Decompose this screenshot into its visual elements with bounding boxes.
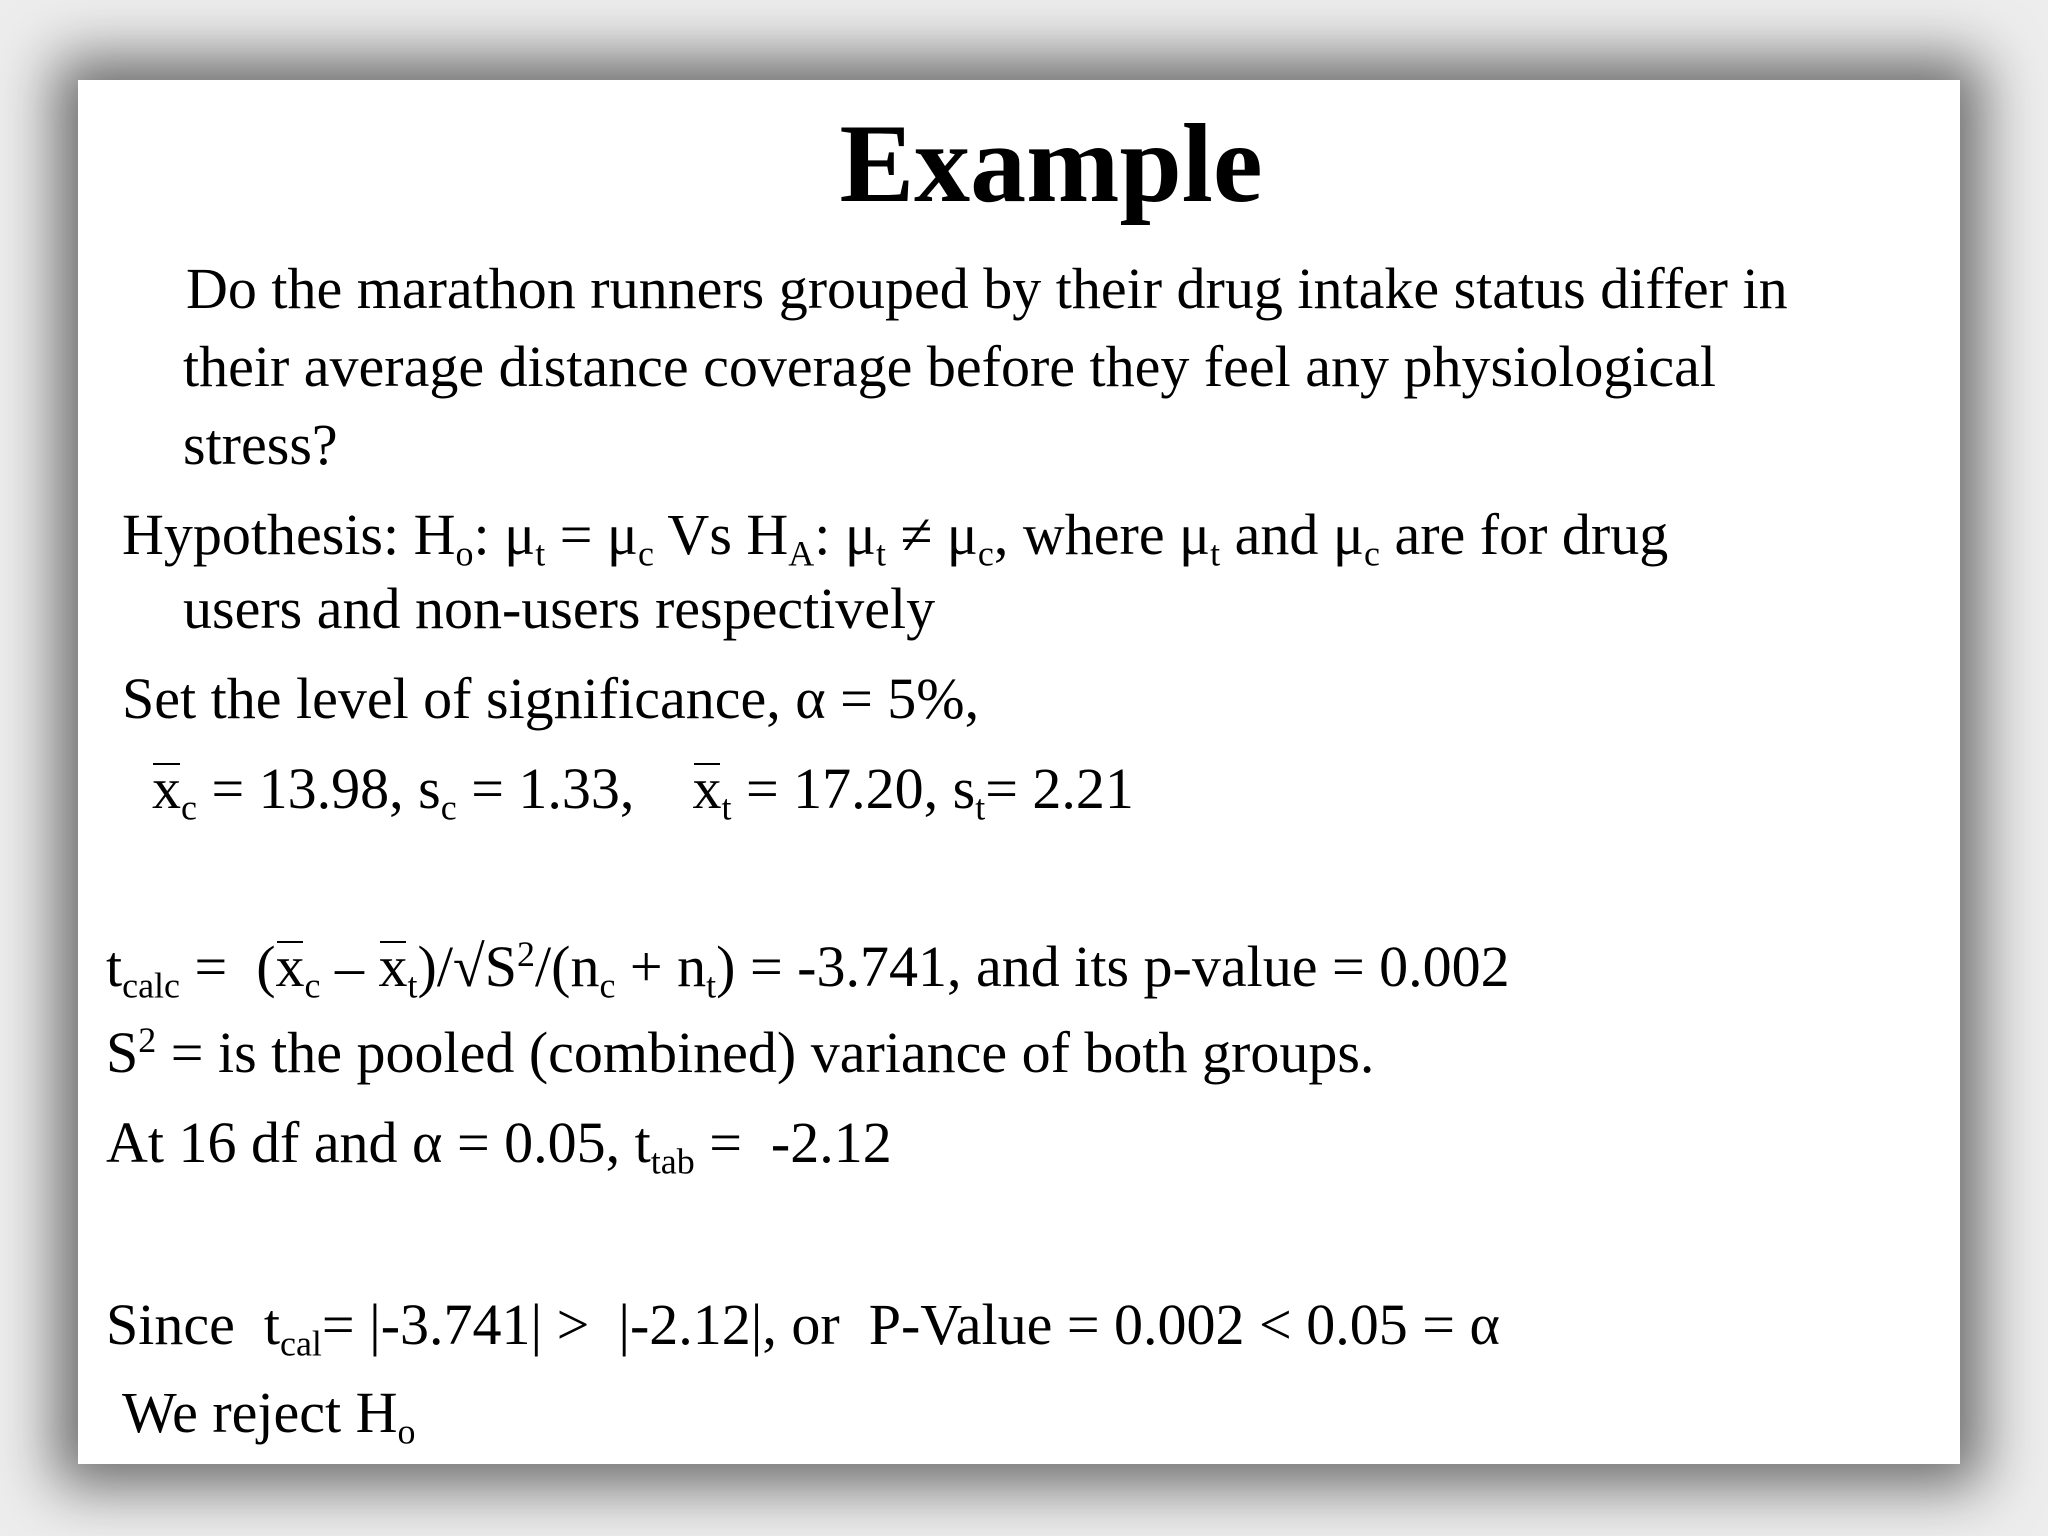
sc-subscript: c — [440, 787, 457, 828]
stats-text: = 1.33, — [456, 756, 693, 821]
conclusion-text: We reject H — [122, 1380, 398, 1445]
since-text: = |-3.741| > |-2.12|, or P-Value = 0.002 < 0.05 = α — [321, 1292, 1500, 1357]
tcalc-text: + n — [615, 934, 707, 999]
hypothesis-text: = μ — [545, 502, 639, 567]
mu-c-subscript: c — [977, 533, 994, 574]
square-superscript: 2 — [138, 1020, 157, 1061]
slide-title: Example — [839, 102, 1263, 226]
since-text: Since t — [106, 1292, 280, 1357]
h0-subscript: o — [397, 1411, 416, 1452]
nc-subscript: c — [599, 965, 616, 1006]
tcalc-text: ) = -3.741, and its p-value = 0.002 — [716, 934, 1510, 999]
ttab-line — [106, 1110, 892, 1182]
hypothesis-line-2 — [183, 576, 936, 641]
xt-subscript: t — [721, 787, 732, 828]
slide — [78, 80, 1960, 1464]
question-line-1 — [186, 256, 1788, 321]
ttab-text: = -2.12 — [694, 1110, 892, 1175]
hypothesis-text: , where μ — [993, 502, 1211, 567]
tcalc-line — [106, 934, 1510, 1006]
tcalc-symbol: t — [106, 934, 123, 999]
question-text-2: their average distance coverage before they feel any physiological — [183, 334, 1717, 399]
mu-t-subscript: t — [1210, 533, 1221, 574]
mu-t-subscript: t — [535, 533, 546, 574]
hypothesis-text: and μ — [1220, 502, 1365, 567]
stats-text: = 13.98, s — [196, 756, 441, 821]
hypothesis-label: Hypothesis: H — [122, 502, 456, 567]
hypothesis-text: : μ — [814, 502, 876, 567]
question-text-1: Do the marathon runners grouped by their drug intake status differ in — [186, 256, 1788, 321]
stats-text: = 17.20, s — [731, 756, 976, 821]
significance-line — [122, 666, 980, 731]
tcal-subscript: cal — [279, 1323, 322, 1364]
xt-subscript: t — [407, 965, 418, 1006]
stats-text: = 2.21 — [985, 756, 1134, 821]
pooled-symbol: S — [106, 1020, 139, 1085]
xbar-c: x — [275, 934, 305, 999]
tcalc-text: )/√S — [417, 934, 518, 999]
xc-subscript: c — [304, 965, 321, 1006]
hypothesis-text: ≠ μ — [885, 502, 978, 567]
st-subscript: t — [975, 787, 986, 828]
significance-text: Set the level of significance, α = 5%, — [122, 666, 980, 731]
mu-t-subscript: t — [875, 533, 886, 574]
ttab-subscript: tab — [650, 1141, 695, 1182]
mu-c-subscript: c — [1364, 533, 1380, 574]
pooled-line — [106, 1020, 1375, 1085]
hypothesis-text-2: users and non-users respectively — [183, 576, 936, 641]
question-text-3: stress? — [183, 412, 338, 477]
hypothesis-line — [122, 502, 1669, 574]
conclusion-line — [122, 1380, 416, 1452]
hypothesis-text: Vs H — [653, 502, 789, 567]
pooled-text: = is the pooled (combined) variance of both groups. — [156, 1020, 1375, 1085]
question-line-2 — [183, 334, 1717, 399]
tcalc-text: – — [320, 934, 379, 999]
ha-subscript: A — [788, 533, 815, 574]
stats-line — [152, 756, 1134, 828]
xbar-t: x — [378, 934, 408, 999]
square-superscript: 2 — [517, 934, 536, 975]
tcalc-text: = ( — [180, 934, 276, 999]
hypothesis-text: are for drug — [1379, 502, 1669, 567]
since-line — [106, 1292, 1500, 1364]
question-line-3 — [183, 412, 338, 477]
tcalc-subscript: calc — [122, 965, 180, 1006]
mu-c-subscript: c — [638, 533, 654, 574]
xbar-c: x — [152, 756, 181, 821]
tcalc-text: /(n — [535, 934, 600, 999]
nt-subscript: t — [706, 965, 717, 1006]
hypothesis-text: : μ — [473, 502, 536, 567]
xbar-t: x — [692, 756, 722, 821]
ttab-text: At 16 df and α = 0.05, t — [106, 1110, 651, 1175]
xc-subscript: c — [181, 787, 197, 828]
h0-subscript: o — [455, 533, 474, 574]
